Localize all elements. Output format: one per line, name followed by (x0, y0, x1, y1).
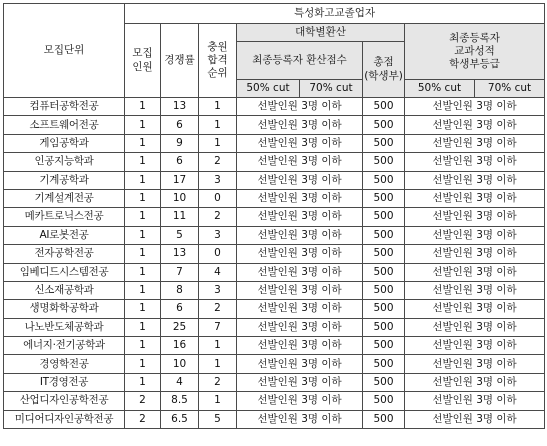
cell-total-score: 500 (363, 355, 405, 373)
header-university-converted: 대학별환산 (237, 24, 405, 42)
header-recruit-count-line1: 모집 (132, 47, 153, 60)
cell-recruit-unit: 기계공학과 (4, 171, 125, 189)
cell-recruit-unit: AI로봇전공 (4, 226, 125, 244)
cell-recruit-count: 1 (125, 263, 161, 281)
cell-competition-rate: 13 (161, 98, 199, 116)
header-recruit-count (125, 24, 161, 98)
cell-grade-cut-note: 선발인원 3명 이하 (405, 392, 545, 410)
cell-recruit-count: 2 (125, 392, 161, 410)
cell-competition-rate: 7 (161, 263, 199, 281)
cell-converted-cut-note: 선발인원 3명 이하 (237, 134, 363, 152)
table-row (4, 263, 545, 281)
cell-fill-rank: 4 (199, 263, 237, 281)
header-row-1 (4, 4, 545, 24)
cell-fill-rank: 1 (199, 392, 237, 410)
cell-total-score: 500 (363, 134, 405, 152)
cell-competition-rate: 11 (161, 208, 199, 226)
cell-grade-cut-note: 선발인원 3명 이하 (405, 318, 545, 336)
cell-recruit-count: 1 (125, 300, 161, 318)
cell-recruit-unit: 임베디드시스템전공 (4, 263, 125, 281)
cell-recruit-count: 1 (125, 245, 161, 263)
cell-recruit-count: 1 (125, 373, 161, 391)
table-row (4, 226, 545, 244)
table-row (4, 410, 545, 428)
cell-fill-rank: 7 (199, 318, 237, 336)
cell-fill-rank: 1 (199, 134, 237, 152)
table-row (4, 245, 545, 263)
cell-grade-cut-note: 선발인원 3명 이하 (405, 281, 545, 299)
header-fill-rank (199, 24, 237, 98)
cell-converted-cut-note: 선발인원 3명 이하 (237, 318, 363, 336)
cell-competition-rate: 4 (161, 373, 199, 391)
cell-converted-cut-note: 선발인원 3명 이하 (237, 226, 363, 244)
cell-recruit-unit: IT경영전공 (4, 373, 125, 391)
header-group-title: 특성화고교졸업자 (125, 4, 545, 24)
table-body (4, 98, 545, 429)
cell-competition-rate: 10 (161, 189, 199, 207)
cell-fill-rank: 2 (199, 373, 237, 391)
cell-recruit-unit: 인공지능학과 (4, 153, 125, 171)
header-fill-rank-line2: 합격 (207, 53, 228, 66)
cell-total-score: 500 (363, 171, 405, 189)
cell-converted-cut-note: 선발인원 3명 이하 (237, 208, 363, 226)
cell-fill-rank: 3 (199, 281, 237, 299)
table-row (4, 153, 545, 171)
cell-fill-rank: 0 (199, 245, 237, 263)
header-final-grade-line1: 최종등록자 (449, 31, 500, 44)
cell-fill-rank: 0 (199, 189, 237, 207)
cell-converted-cut-note: 선발인원 3명 이하 (237, 116, 363, 134)
cell-converted-cut-note: 선발인원 3명 이하 (237, 373, 363, 391)
cell-competition-rate: 6 (161, 300, 199, 318)
cell-grade-cut-note: 선발인원 3명 이하 (405, 116, 545, 134)
cell-recruit-unit: 게임공학과 (4, 134, 125, 152)
cell-recruit-count: 1 (125, 337, 161, 355)
cell-grade-cut-note: 선발인원 3명 이하 (405, 134, 545, 152)
cell-grade-cut-note: 선발인원 3명 이하 (405, 226, 545, 244)
cell-total-score: 500 (363, 281, 405, 299)
cell-recruit-unit: 나노반도체공학과 (4, 318, 125, 336)
cell-total-score: 500 (363, 373, 405, 391)
cell-converted-cut-note: 선발인원 3명 이하 (237, 171, 363, 189)
cell-competition-rate: 25 (161, 318, 199, 336)
cell-total-score: 500 (363, 300, 405, 318)
cell-recruit-count: 1 (125, 116, 161, 134)
cell-competition-rate: 5 (161, 226, 199, 244)
cell-fill-rank: 1 (199, 98, 237, 116)
cell-total-score: 500 (363, 410, 405, 428)
cell-recruit-unit: 신소재공학과 (4, 281, 125, 299)
cell-recruit-unit: 생명화학공학과 (4, 300, 125, 318)
table-row (4, 171, 545, 189)
cell-recruit-unit: 소프트웨어전공 (4, 116, 125, 134)
cell-converted-cut-note: 선발인원 3명 이하 (237, 337, 363, 355)
table-row (4, 392, 545, 410)
cell-recruit-count: 1 (125, 153, 161, 171)
header-competition: 경쟁률 (161, 24, 199, 98)
cell-competition-rate: 6 (161, 153, 199, 171)
cell-total-score: 500 (363, 226, 405, 244)
cell-competition-rate: 16 (161, 337, 199, 355)
cell-grade-cut-note: 선발인원 3명 이하 (405, 337, 545, 355)
cell-converted-cut-note: 선발인원 3명 이하 (237, 355, 363, 373)
header-converted-cut50: 50% cut (237, 80, 300, 98)
header-total-score (363, 42, 405, 98)
table-row (4, 373, 545, 391)
header-total-score-line2: (학생부) (364, 69, 403, 82)
cell-grade-cut-note: 선발인원 3명 이하 (405, 171, 545, 189)
cell-converted-cut-note: 선발인원 3명 이하 (237, 392, 363, 410)
cell-converted-cut-note: 선발인원 3명 이하 (237, 410, 363, 428)
cell-recruit-count: 1 (125, 189, 161, 207)
cell-competition-rate: 10 (161, 355, 199, 373)
header-fill-rank-line3: 순위 (207, 67, 228, 80)
cell-recruit-unit: 컴퓨터공학전공 (4, 98, 125, 116)
table-row (4, 281, 545, 299)
cell-total-score: 500 (363, 392, 405, 410)
cell-fill-rank: 1 (199, 116, 237, 134)
header-recruit-unit: 모집단위 (4, 4, 125, 98)
cell-total-score: 500 (363, 98, 405, 116)
header-fill-rank-line1: 충원 (207, 40, 228, 53)
cell-converted-cut-note: 선발인원 3명 이하 (237, 153, 363, 171)
cell-converted-cut-note: 선발인원 3명 이하 (237, 245, 363, 263)
cell-competition-rate: 9 (161, 134, 199, 152)
table-row (4, 300, 545, 318)
cell-total-score: 500 (363, 263, 405, 281)
cell-recruit-count: 1 (125, 226, 161, 244)
cell-fill-rank: 5 (199, 410, 237, 428)
header-final-grade-line3: 학생부등급 (449, 58, 500, 71)
cell-grade-cut-note: 선발인원 3명 이하 (405, 98, 545, 116)
cell-total-score: 500 (363, 153, 405, 171)
cell-fill-rank: 3 (199, 171, 237, 189)
cell-fill-rank: 3 (199, 226, 237, 244)
cell-grade-cut-note: 선발인원 3명 이하 (405, 263, 545, 281)
cell-grade-cut-note: 선발인원 3명 이하 (405, 153, 545, 171)
cell-recruit-count: 1 (125, 208, 161, 226)
cell-fill-rank: 1 (199, 337, 237, 355)
cell-grade-cut-note: 선발인원 3명 이하 (405, 300, 545, 318)
cell-total-score: 500 (363, 208, 405, 226)
cell-recruit-count: 1 (125, 318, 161, 336)
cell-recruit-unit: 미디어디자인공학전공 (4, 410, 125, 428)
cell-recruit-unit: 에너지·전기공학과 (4, 337, 125, 355)
cell-total-score: 500 (363, 318, 405, 336)
cell-competition-rate: 8.5 (161, 392, 199, 410)
header-grade-cut50: 50% cut (405, 80, 475, 98)
table-row (4, 189, 545, 207)
cell-grade-cut-note: 선발인원 3명 이하 (405, 189, 545, 207)
cell-recruit-count: 1 (125, 134, 161, 152)
admission-results-table-container (3, 3, 545, 429)
table-row (4, 134, 545, 152)
header-grade-cut70: 70% cut (475, 80, 545, 98)
cell-total-score: 500 (363, 189, 405, 207)
header-final-grade (405, 24, 545, 80)
table-row (4, 98, 545, 116)
cell-fill-rank: 1 (199, 355, 237, 373)
header-converted-cut70: 70% cut (300, 80, 363, 98)
cell-recruit-unit: 전자공학전공 (4, 245, 125, 263)
table-row (4, 355, 545, 373)
cell-converted-cut-note: 선발인원 3명 이하 (237, 281, 363, 299)
cell-total-score: 500 (363, 116, 405, 134)
cell-competition-rate: 8 (161, 281, 199, 299)
cell-recruit-count: 1 (125, 355, 161, 373)
cell-recruit-unit: 산업디자인공학전공 (4, 392, 125, 410)
cell-converted-cut-note: 선발인원 3명 이하 (237, 263, 363, 281)
cell-fill-rank: 2 (199, 300, 237, 318)
cell-grade-cut-note: 선발인원 3명 이하 (405, 373, 545, 391)
cell-total-score: 500 (363, 337, 405, 355)
cell-grade-cut-note: 선발인원 3명 이하 (405, 410, 545, 428)
cell-converted-cut-note: 선발인원 3명 이하 (237, 98, 363, 116)
cell-competition-rate: 6 (161, 116, 199, 134)
cell-grade-cut-note: 선발인원 3명 이하 (405, 208, 545, 226)
cell-recruit-count: 1 (125, 281, 161, 299)
cell-grade-cut-note: 선발인원 3명 이하 (405, 245, 545, 263)
header-total-score-line1: 총점 (373, 56, 394, 69)
cell-fill-rank: 2 (199, 208, 237, 226)
cell-recruit-unit: 기계설계전공 (4, 189, 125, 207)
cell-converted-cut-note: 선발인원 3명 이하 (237, 189, 363, 207)
table-header (4, 4, 545, 98)
cell-recruit-unit: 메카트로닉스전공 (4, 208, 125, 226)
cell-competition-rate: 17 (161, 171, 199, 189)
cell-total-score: 500 (363, 245, 405, 263)
cell-converted-cut-note: 선발인원 3명 이하 (237, 300, 363, 318)
table-row (4, 337, 545, 355)
admission-results-table (3, 3, 545, 429)
cell-recruit-unit: 경영학전공 (4, 355, 125, 373)
cell-competition-rate: 13 (161, 245, 199, 263)
header-final-converted: 최종등록자 환산점수 (237, 42, 363, 80)
table-row (4, 116, 545, 134)
cell-recruit-count: 1 (125, 98, 161, 116)
cell-fill-rank: 2 (199, 153, 237, 171)
cell-recruit-count: 1 (125, 171, 161, 189)
header-final-grade-line2: 교과성적 (454, 44, 495, 57)
table-row (4, 318, 545, 336)
cell-competition-rate: 6.5 (161, 410, 199, 428)
header-recruit-count-line2: 인원 (132, 60, 153, 73)
table-row (4, 208, 545, 226)
cell-grade-cut-note: 선발인원 3명 이하 (405, 355, 545, 373)
cell-recruit-count: 2 (125, 410, 161, 428)
